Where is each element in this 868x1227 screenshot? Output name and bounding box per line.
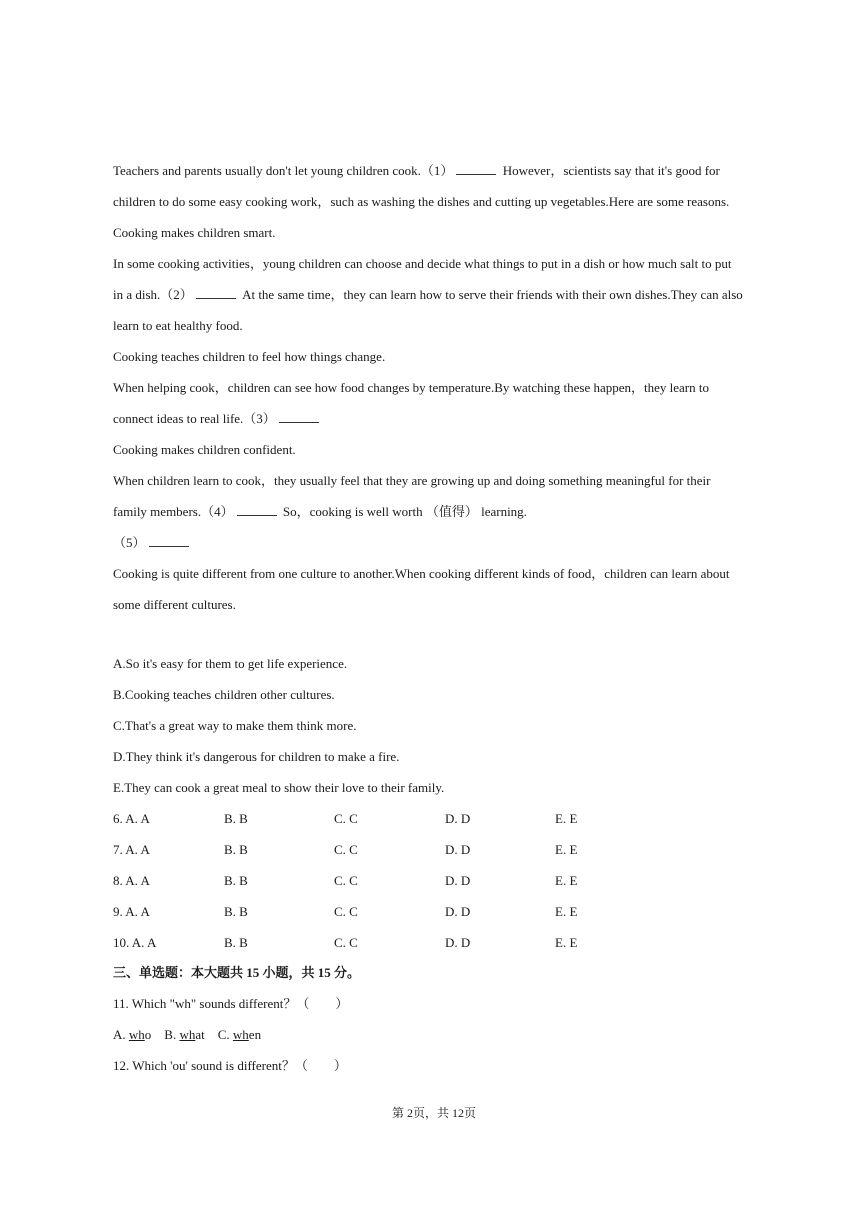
option-prefix: C. bbox=[217, 1027, 233, 1042]
option-a[interactable]: 6. A. A bbox=[113, 811, 150, 826]
passage-text: family members.（4） bbox=[113, 504, 234, 519]
underlined-letters: wh bbox=[232, 1027, 249, 1042]
passage-line bbox=[113, 527, 758, 558]
answer-blank-5 bbox=[149, 535, 189, 547]
option-a[interactable]: 10. A. A bbox=[113, 935, 157, 950]
option-prefix: B. bbox=[164, 1027, 180, 1042]
q11-option-c[interactable] bbox=[218, 1027, 261, 1042]
q11-option-b[interactable] bbox=[164, 1027, 204, 1042]
question-row-9 bbox=[113, 896, 713, 927]
option-d[interactable]: D. D bbox=[445, 904, 471, 919]
passage-subheading: Cooking makes children smart. bbox=[113, 225, 276, 240]
question-12: 12. Which 'ou' sound is different？（ ） bbox=[113, 1058, 347, 1073]
option-c[interactable]: C. C bbox=[334, 904, 358, 919]
choice-e: E.They can cook a great meal to show their love to their family. bbox=[113, 780, 445, 795]
option-b[interactable]: B. B bbox=[224, 842, 248, 857]
question-11-options bbox=[113, 1019, 758, 1050]
option-rest: en bbox=[248, 1027, 262, 1042]
passage-line bbox=[113, 496, 758, 527]
option-d[interactable]: D. D bbox=[445, 873, 471, 888]
option-b[interactable]: B. B bbox=[224, 904, 248, 919]
option-e[interactable]: E. E bbox=[555, 904, 578, 919]
passage-line bbox=[113, 279, 758, 310]
reading-passage bbox=[113, 155, 758, 620]
option-b[interactable]: B. B bbox=[224, 935, 248, 950]
choice-a: A.So it's easy for them to get life experience. bbox=[113, 656, 348, 671]
option-d[interactable]: D. D bbox=[445, 935, 471, 950]
choice-b: B.Cooking teaches children other cultures. bbox=[113, 687, 335, 702]
passage-text: So，cooking is well worth （值得） learning. bbox=[279, 504, 527, 519]
choice-d: D.They think it's dangerous for children to make a fire. bbox=[113, 749, 400, 764]
section-heading: 三、单选题：本大题共 15 小题，共 15 分。 bbox=[113, 965, 361, 980]
passage-subheading: Cooking teaches children to feel how things change. bbox=[113, 349, 386, 364]
passage-line: Cooking is quite different from one culture to another.When cooking different kinds of food，children can learn about bbox=[113, 566, 730, 581]
answer-blank-1 bbox=[456, 163, 496, 175]
option-a[interactable]: 7. A. A bbox=[113, 842, 150, 857]
option-b[interactable]: B. B bbox=[224, 811, 248, 826]
underlined-letters: wh bbox=[179, 1027, 196, 1042]
option-e[interactable]: E. E bbox=[555, 811, 578, 826]
passage-line: children to do some easy cooking work，such as washing the dishes and cutting up vegetables.Here are some reasons. bbox=[113, 194, 730, 209]
option-e[interactable]: E. E bbox=[555, 935, 578, 950]
passage-text: However，scientists say that it's good for bbox=[499, 163, 720, 178]
answer-blank-3 bbox=[279, 411, 319, 423]
option-d[interactable]: D. D bbox=[445, 842, 471, 857]
option-a[interactable]: 9. A. A bbox=[113, 904, 150, 919]
passage-text: At the same time，they can learn how to serve their friends with their own dishes.They can also bbox=[238, 287, 743, 302]
passage-line bbox=[113, 155, 758, 186]
answer-blank-4 bbox=[237, 504, 277, 516]
option-rest: at bbox=[195, 1027, 205, 1042]
option-rest: o bbox=[144, 1027, 152, 1042]
option-e[interactable]: E. E bbox=[555, 873, 578, 888]
passage-text: Teachers and parents usually don't let young children cook.（1） bbox=[113, 163, 454, 178]
option-a[interactable]: 8. A. A bbox=[113, 873, 150, 888]
option-d[interactable]: D. D bbox=[445, 811, 471, 826]
passage-line bbox=[113, 403, 758, 434]
option-c[interactable]: C. C bbox=[334, 842, 358, 857]
passage-text: （5） bbox=[113, 535, 146, 550]
answer-blank-2 bbox=[196, 287, 236, 299]
option-e[interactable]: E. E bbox=[555, 842, 578, 857]
underlined-letters: wh bbox=[128, 1027, 145, 1042]
question-row-7 bbox=[113, 834, 713, 865]
passage-subheading: Cooking makes children confident. bbox=[113, 442, 296, 457]
choice-list bbox=[113, 648, 758, 803]
choice-c: C.That's a great way to make them think more. bbox=[113, 718, 357, 733]
option-prefix: A. bbox=[113, 1027, 129, 1042]
option-c[interactable]: C. C bbox=[334, 935, 358, 950]
option-b[interactable]: B. B bbox=[224, 873, 248, 888]
passage-line: learn to eat healthy food. bbox=[113, 318, 243, 333]
question-row-8 bbox=[113, 865, 713, 896]
passage-text: in a dish.（2） bbox=[113, 287, 193, 302]
section-3 bbox=[113, 957, 758, 1081]
question-row-10 bbox=[113, 927, 713, 958]
option-c[interactable]: C. C bbox=[334, 811, 358, 826]
page-footer: 第 2页，共 12页 bbox=[391, 1106, 476, 1120]
question-11: 11. Which "wh" sounds different？（ ） bbox=[113, 996, 349, 1011]
passage-line: When children learn to cook，they usually feel that they are growing up and doing something meaningful for their bbox=[113, 473, 711, 488]
passage-line: some different cultures. bbox=[113, 597, 236, 612]
passage-line: When helping cook，children can see how food changes by temperature.By watching these happen，they learn to bbox=[113, 380, 709, 395]
passage-line: In some cooking activities，young children can choose and decide what things to put in a dish or how much salt to put bbox=[113, 256, 732, 271]
option-c[interactable]: C. C bbox=[334, 873, 358, 888]
question-row-6 bbox=[113, 803, 713, 834]
passage-text: connect ideas to real life.（3） bbox=[113, 411, 276, 426]
q11-option-a[interactable] bbox=[113, 1027, 151, 1042]
